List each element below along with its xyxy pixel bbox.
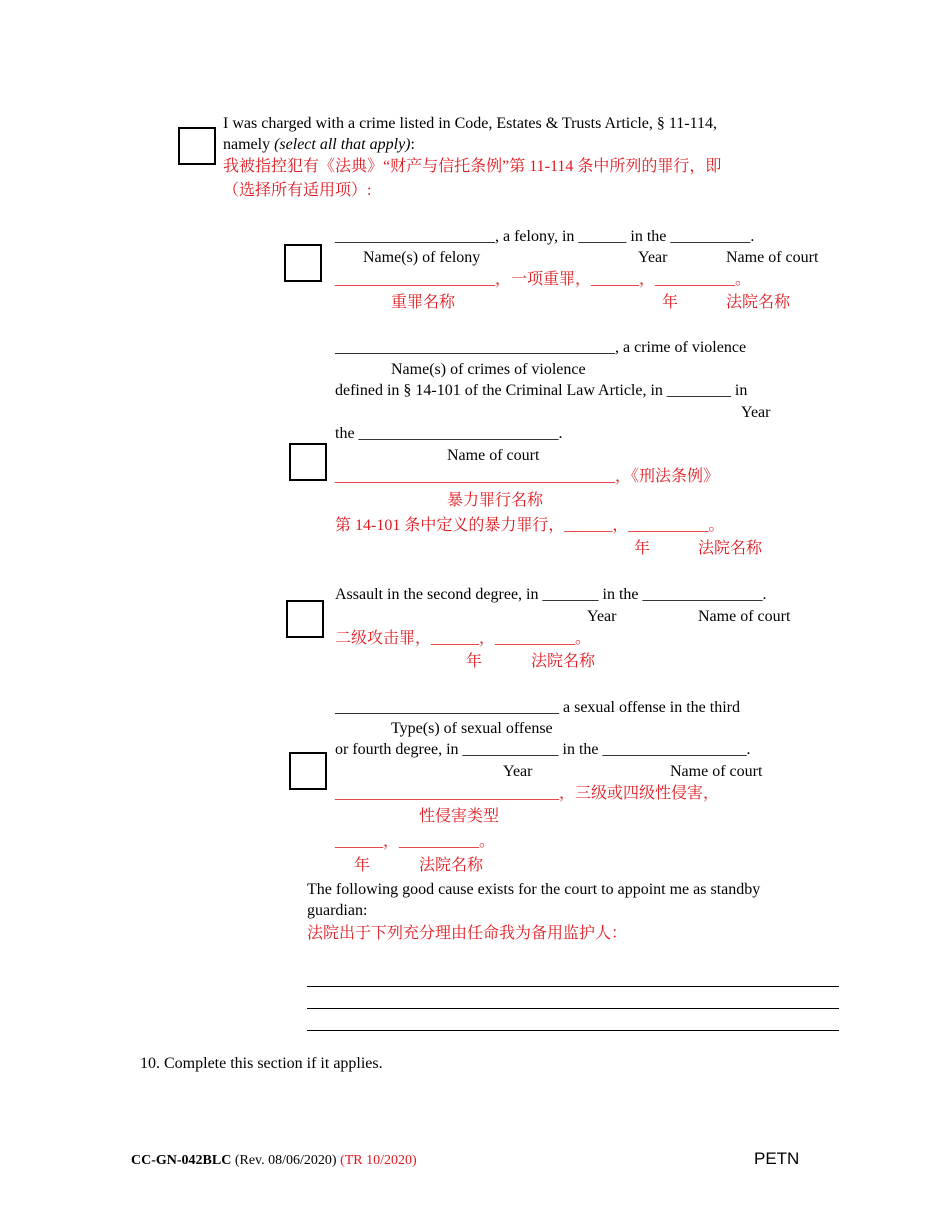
violence-line-1: ___________________________________, a crime of violence	[335, 339, 747, 356]
footer-form-code: PETN	[754, 1149, 800, 1168]
intro-select-all: (select all that apply)	[274, 136, 411, 153]
sexual-zh-line-1: ____________________________，三级或四级性侵害，	[335, 785, 720, 802]
assault-caption-year: Year	[587, 608, 617, 625]
assault-checkbox[interactable]	[286, 600, 324, 638]
felony-line: ____________________, a felony, in ______ in the __________.	[335, 228, 755, 245]
felony-caption-court: Name of court	[726, 249, 819, 266]
good-cause-answer-line-3[interactable]	[307, 1030, 839, 1031]
charged-crime-checkbox[interactable]	[178, 127, 216, 165]
good-cause-line-1: The following good cause exists for the court to appoint me as standby	[307, 881, 761, 898]
violence-caption-name: Name(s) of crimes of violence	[391, 361, 586, 378]
sexual-line-2: or fourth degree, in ____________ in the __________________.	[335, 741, 751, 758]
good-cause-line-2: guardian:	[307, 902, 368, 919]
footer-form-id: CC-GN-042BLC	[131, 1153, 232, 1168]
violence-zh-line-1: ___________________________________，《刑法条例》	[335, 468, 720, 485]
sexual-zh-line-2: ______，__________。	[335, 833, 496, 850]
footer-revision: (Rev. 08/06/2020)	[231, 1153, 341, 1168]
sexual-offense-checkbox[interactable]	[289, 752, 327, 790]
violence-zh-court: 法院名称	[698, 540, 763, 557]
violence-caption-court: Name of court	[447, 447, 540, 464]
good-cause-answer-line-2[interactable]	[307, 1008, 839, 1009]
assault-caption-court: Name of court	[698, 608, 791, 625]
felony-zh-name: 重罪名称	[391, 294, 456, 311]
violence-zh-name: 暴力罪行名称	[447, 492, 544, 509]
felony-zh-year: 年	[662, 294, 679, 311]
sexual-caption-court: Name of court	[670, 763, 763, 780]
assault-zh-line: 二级攻击罪，______，__________。	[335, 630, 592, 647]
sexual-zh-type: 性侵害类型	[419, 808, 500, 825]
violence-caption-year: Year	[741, 404, 771, 421]
assault-zh-year: 年	[466, 653, 483, 670]
sexual-zh-court: 法院名称	[419, 857, 484, 874]
felony-caption-name: Name(s) of felony	[363, 249, 481, 266]
intro-zh-line-2: （选择所有适用项）:	[223, 182, 372, 199]
sexual-caption-year: Year	[503, 763, 533, 780]
sexual-caption-type: Type(s) of sexual offense	[391, 720, 553, 737]
good-cause-zh: 法院出于下列充分理由任命我为备用监护人：	[307, 925, 628, 942]
intro-zh-line-1: 我被指控犯有《法典》“财产与信托条例”第 11-114 条中所列的罪行，即	[223, 158, 722, 175]
felony-checkbox[interactable]	[284, 244, 322, 282]
assault-zh-court: 法院名称	[531, 653, 596, 670]
good-cause-answer-line-1[interactable]	[307, 986, 839, 987]
intro-line-1: I was charged with a crime listed in Code, Estates & Trusts Article, § 11-114,	[223, 115, 717, 132]
intro-colon: :	[410, 136, 415, 153]
section-10-heading: 10. Complete this section if it applies.	[140, 1055, 383, 1072]
intro-line-2	[223, 135, 415, 154]
violence-zh-line-2: 第 14-101 条中定义的暴力罪行，______，__________。	[335, 517, 725, 534]
violence-line-2: defined in § 14-101 of the Criminal Law Article, in ________ in	[335, 382, 748, 399]
sexual-zh-year: 年	[354, 857, 371, 874]
assault-line: Assault in the second degree, in _______ in the _______________.	[335, 586, 767, 603]
sexual-line-1: ____________________________ a sexual offense in the third	[335, 699, 740, 716]
footer-translation-rev: (TR 10/2020)	[340, 1153, 417, 1168]
felony-zh-court: 法院名称	[726, 294, 791, 311]
violence-line-3: the _________________________.	[335, 425, 563, 442]
footer-form-info	[131, 1153, 417, 1170]
intro-namely: namely	[223, 136, 275, 153]
felony-zh-line: ____________________，一项重罪，______，__________。	[335, 271, 752, 288]
violence-checkbox[interactable]	[289, 443, 327, 481]
violence-zh-year: 年	[634, 540, 651, 557]
felony-caption-year: Year	[638, 249, 668, 266]
